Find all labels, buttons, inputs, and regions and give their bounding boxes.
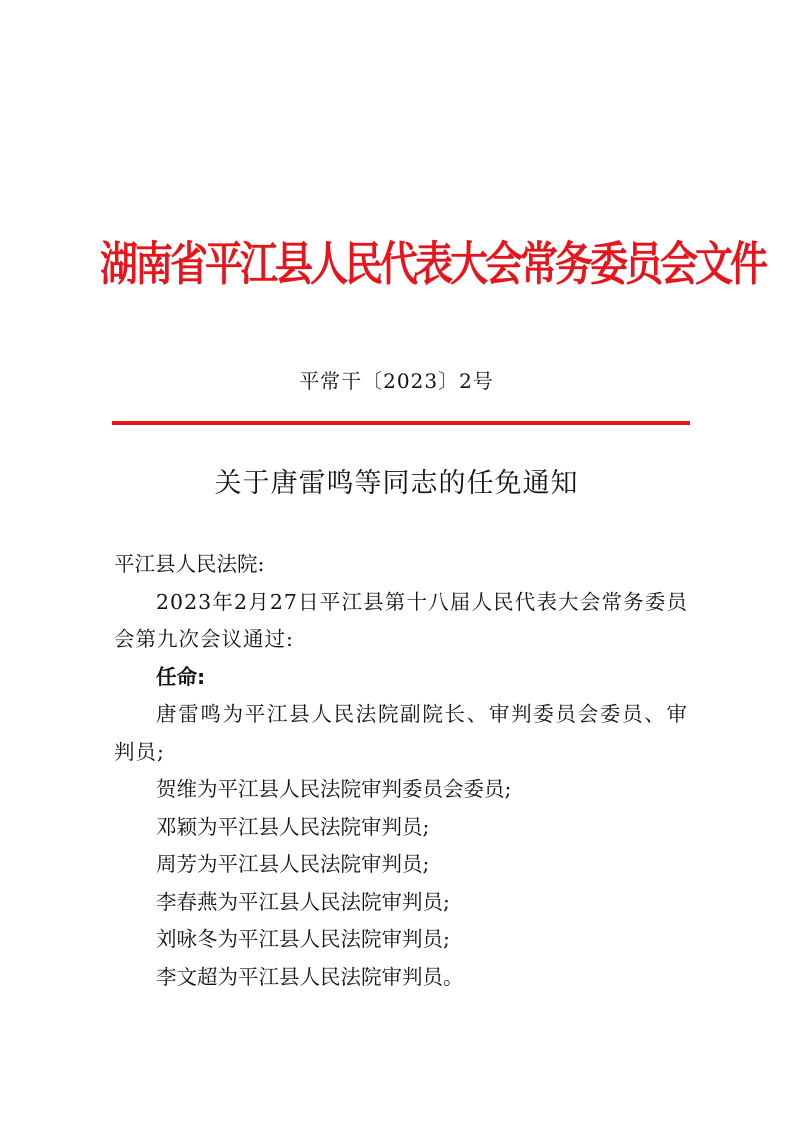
section-label: 任命: <box>156 664 206 689</box>
red-divider-line <box>112 421 690 425</box>
appointment-item: 贺维为平江县人民法院审判委员会委员; <box>156 777 512 801</box>
appointment-item: 周芳为平江县人民法院审判员; <box>156 852 430 876</box>
appointment-item: 李春燕为平江县人民法院审判员; <box>156 889 450 914</box>
document-number: 平常干〔2023〕2号 <box>299 369 494 393</box>
document-title: 关于唐雷鸣等同志的任免通知 <box>214 468 579 499</box>
appointment-item: 邓颖为平江县人民法院审判员; <box>156 814 430 839</box>
recipient-line: 平江县人民法院: <box>114 552 265 576</box>
appointment-item: 刘咏冬为平江县人民法院审判员; <box>156 927 450 951</box>
intro-paragraph: 2023年2月27日平江县第十八届人民代表大会常务委员会第九次会议通过: <box>114 589 688 651</box>
appointment-item: 唐雷鸣为平江县人民法院副院长、审判委员会委员、审判员; <box>114 702 688 764</box>
masthead-title: 湖南省平江县人民代表大会常务委员会文件 <box>100 235 766 291</box>
document-body <box>114 546 688 996</box>
appointment-item: 李文超为平江县人民法院审判员。 <box>156 964 464 989</box>
